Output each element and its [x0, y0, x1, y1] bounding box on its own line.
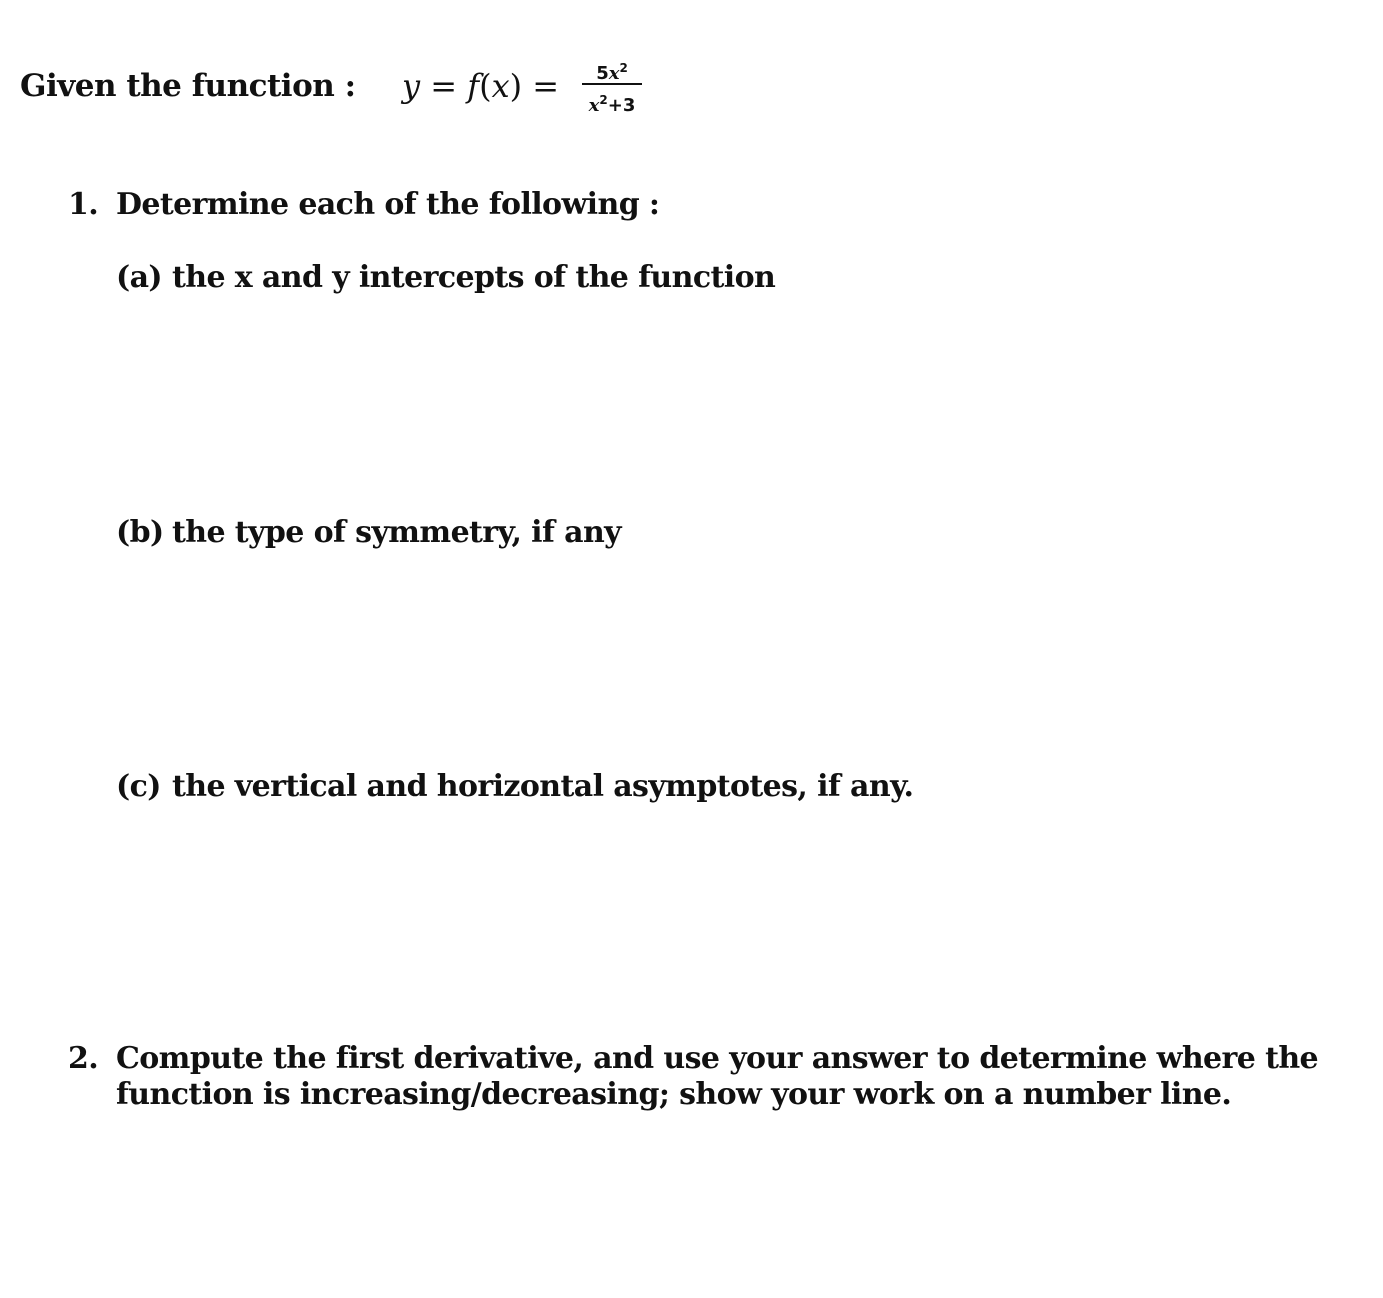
question-1c: [116, 769, 913, 805]
eq-equals-2: =: [522, 67, 560, 105]
question-2-text-line-2: function is increasing/decreasing; show your work on a number line.: [116, 1077, 1232, 1112]
fraction-numerator: [582, 50, 642, 84]
question-1a-label: (a): [116, 260, 163, 295]
eq-open-paren: (: [479, 67, 492, 105]
eq-f: f: [467, 67, 480, 105]
question-1c-label: (c): [116, 769, 161, 804]
question-1-text: Determine each of the following :: [116, 187, 660, 222]
eq-x: x: [491, 67, 510, 105]
numerator-exp: 2: [619, 61, 628, 75]
eq-y: y: [402, 67, 421, 105]
given-label: Given the function :: [20, 68, 356, 104]
question-2: [68, 1041, 1368, 1113]
question-2-text-line-1: Compute the first derivative, and use your answer to determine where the: [116, 1041, 1319, 1076]
question-1b-text: the type of symmetry, if any: [172, 515, 621, 550]
numerator-var: x: [608, 63, 620, 84]
question-2-number: 2.: [68, 1041, 99, 1076]
question-1a: [116, 260, 775, 296]
question-1: [68, 187, 659, 223]
fraction: [582, 50, 642, 116]
eq-equals-1: =: [420, 67, 468, 105]
equation-lhs: [402, 66, 559, 106]
denominator-var: x: [588, 95, 600, 116]
question-1c-text: the vertical and horizontal asymptotes, if any.: [172, 769, 914, 804]
question-1a-text: the x and y intercepts of the function: [172, 260, 776, 295]
denominator-exp: 2: [599, 93, 608, 107]
question-1b: [116, 515, 621, 551]
question-1-number: 1.: [68, 187, 99, 222]
numerator-coef: 5: [596, 63, 609, 84]
question-1b-label: (b): [116, 515, 164, 550]
fraction-denominator: [582, 87, 642, 116]
eq-close-paren: ): [509, 67, 523, 105]
question-2-line-1: [68, 1041, 1368, 1077]
denominator-rest: +3: [607, 95, 636, 116]
